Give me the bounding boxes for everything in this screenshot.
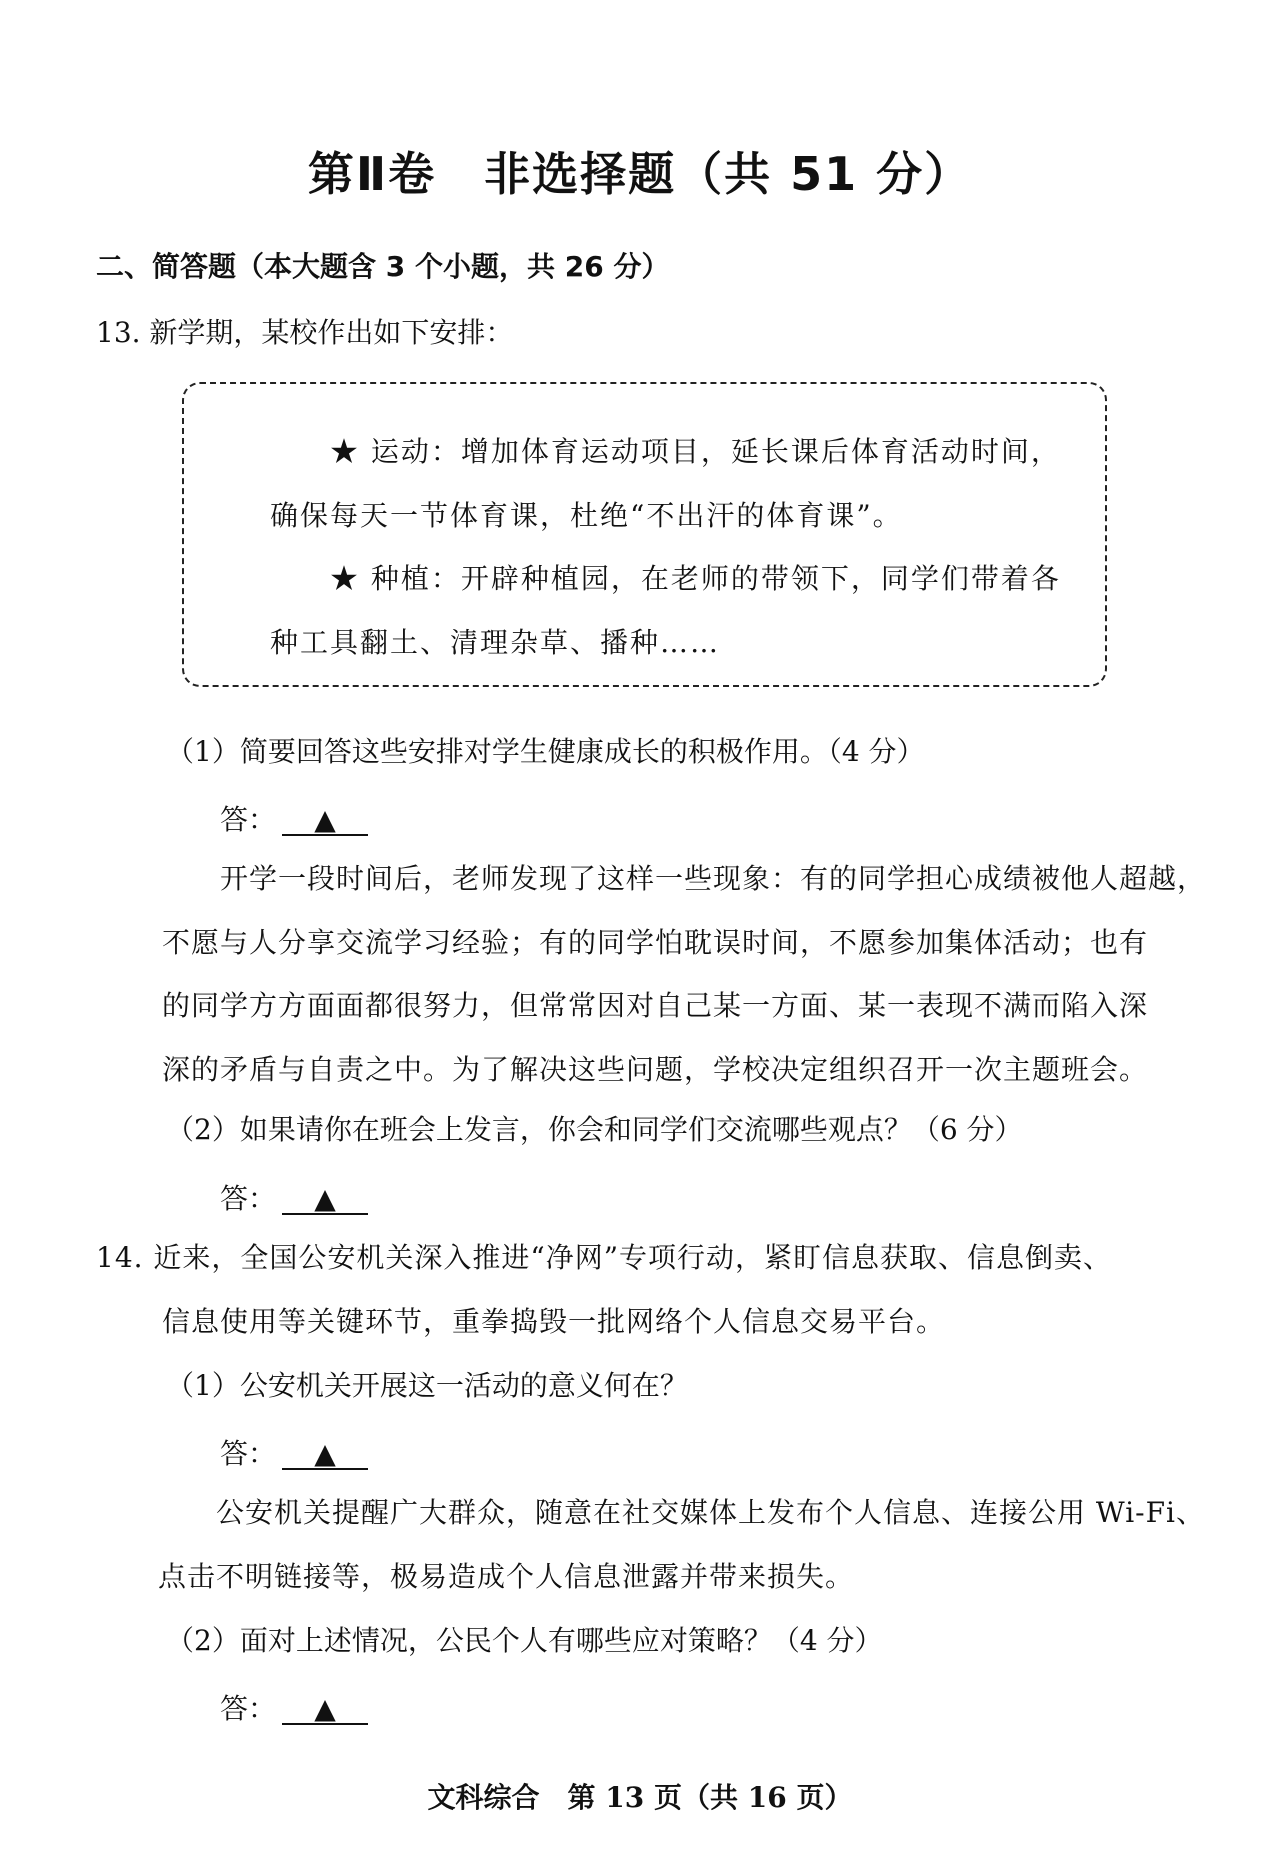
question-13-subquestion-1: （1）简要回答这些安排对学生健康成长的积极作用。（4 分） — [166, 735, 925, 768]
question-14-stem-line-2: 信息使用等关键环节，重拳捣毁一批网络个人信息交易平台。 — [162, 1305, 946, 1338]
answer-label: 答： — [220, 1437, 277, 1470]
question-14-subquestion-2: （2）面对上述情况，公民个人有哪些应对策略？（4 分） — [166, 1624, 883, 1657]
question-14-stem-line-1: 14. 近来，全国公安机关深入推进“净网”专项行动，紧盯信息获取、信息倒卖、 — [96, 1241, 1113, 1274]
answer-label: 答： — [220, 1692, 277, 1725]
box-line-3: ★ 种植：开辟种植园，在老师的带领下，同学们带着各 — [330, 562, 1061, 595]
box-line-1: ★ 运动：增加体育运动项目，延长课后体育活动时间， — [330, 435, 1061, 468]
question-13-paragraph-line-2: 不愿与人分享交流学习经验；有的同学怕耽误时间，不愿参加集体活动；也有 — [162, 926, 1149, 959]
answer-blank: ▲ — [282, 1184, 368, 1215]
answer-14-2 — [220, 1687, 368, 1727]
question-13-subquestion-2: （2）如果请你在班会上发言，你会和同学们交流哪些观点？（6 分） — [166, 1113, 1023, 1146]
box-line-2: 确保每天一节体育课，杜绝“不出汗的体育课”。 — [270, 499, 903, 532]
question-14-paragraph-line-2: 点击不明链接等，极易造成个人信息泄露并带来损失。 — [158, 1560, 855, 1593]
question-14-paragraph-line-1: 公安机关提醒广大群众，随意在社交媒体上发布个人信息、连接公用 Wi-Fi、 — [216, 1496, 1205, 1529]
question-13-paragraph-line-3: 的同学方方面面都很努力，但常常因对自己某一方面、某一表现不满而陷入深 — [162, 989, 1149, 1022]
question-13-stem: 13. 新学期，某校作出如下安排： — [96, 316, 514, 349]
answer-blank: ▲ — [282, 1694, 368, 1725]
paper-title: 第Ⅱ卷 非选择题（共 51 分） — [307, 147, 973, 201]
box-line-4: 种工具翻土、清理杂草、播种…… — [270, 626, 721, 659]
answer-label: 答： — [220, 803, 277, 836]
question-14-subquestion-1: （1）公安机关开展这一活动的意义何在？ — [166, 1369, 688, 1402]
answer-13-1 — [220, 798, 368, 838]
answer-14-1 — [220, 1432, 368, 1472]
answer-label: 答： — [220, 1182, 277, 1215]
question-13-paragraph-line-4: 深的矛盾与自责之中。为了解决这些问题，学校决定组织召开一次主题班会。 — [162, 1053, 1149, 1086]
answer-blank: ▲ — [282, 805, 368, 836]
answer-blank: ▲ — [282, 1439, 368, 1470]
section-heading: 二、简答题（本大题含 3 个小题，共 26 分） — [96, 250, 670, 283]
answer-13-2 — [220, 1177, 368, 1217]
page-footer: 文科综合 第 13 页（共 16 页） — [427, 1781, 853, 1814]
question-13-paragraph-line-1: 开学一段时间后，老师发现了这样一些现象：有的同学担心成绩被他人超越， — [220, 862, 1207, 895]
